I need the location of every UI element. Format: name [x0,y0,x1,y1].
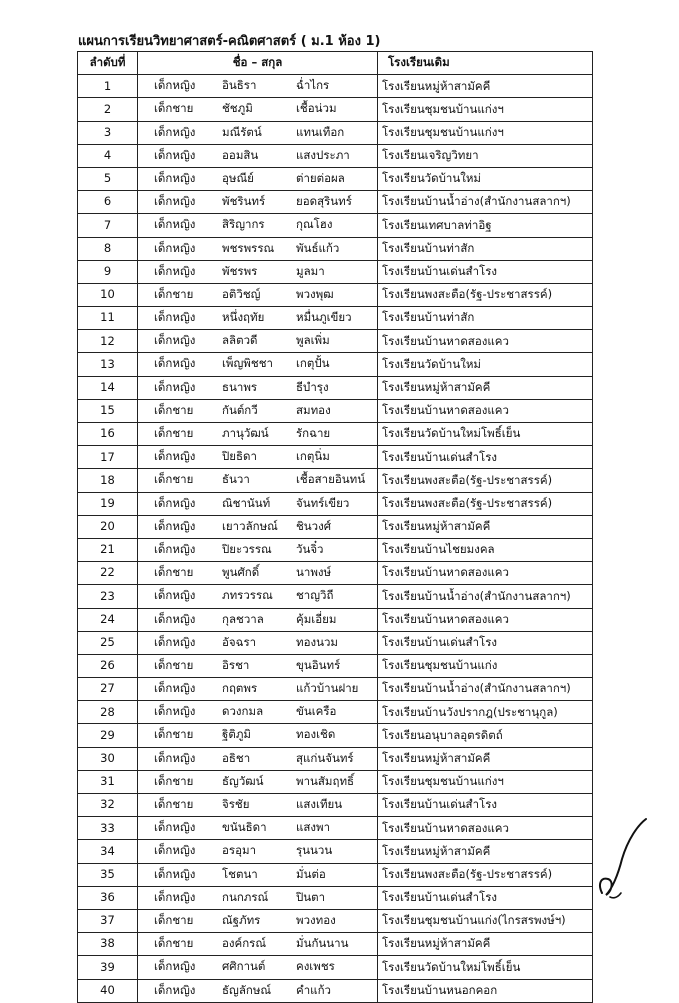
last-name: ขุนอินทร์ [296,657,341,672]
table-row [78,515,593,538]
previous-school: โรงเรียนวัดบ้านใหม่ [378,167,593,190]
last-name: คงเพชร [296,959,335,974]
first-name: องค์กรณ์ [222,936,267,951]
name-prefix: เด็กหญิง [154,518,196,533]
table-row [78,678,593,701]
last-name: พันธ์แก้ว [296,240,340,255]
name-prefix: เด็กหญิง [154,263,196,278]
row-number: 29 [78,724,138,747]
previous-school: โรงเรียนหมู่ห้าสามัคคี [378,933,593,956]
table-row [78,492,593,515]
name-prefix: เด็กหญิง [154,889,196,904]
name-prefix: เด็กชาย [154,402,194,417]
name-prefix: เด็กหญิง [154,982,196,997]
first-name: ปิยะวรรณ [222,541,272,556]
row-number: 21 [78,538,138,561]
previous-school: โรงเรียนหมู่ห้าสามัคคี [378,376,593,399]
first-name: โชตนา [222,866,258,881]
row-number: 20 [78,515,138,538]
last-name: แสงพา [296,820,331,835]
first-name: มณีรัตน์ [222,124,262,139]
table-row [78,121,593,144]
student-name-cell [138,98,378,121]
student-name-cell [138,678,378,701]
last-name: หมื่นภูเขียว [296,310,352,325]
table-row [78,979,593,1002]
first-name: อิรชา [222,657,250,672]
table-row [78,75,593,98]
row-number: 5 [78,167,138,190]
student-name-cell [138,794,378,817]
first-name: อัจฉรา [222,634,257,649]
previous-school: โรงเรียนบ้านเด่นสำโรง [378,446,593,469]
last-name: พวงทอง [296,912,336,927]
name-prefix: เด็กชาย [154,936,194,951]
name-prefix: เด็กหญิง [154,217,196,232]
student-name-cell [138,260,378,283]
student-name-cell [138,724,378,747]
row-number: 40 [78,979,138,1002]
first-name: กฤตพร [222,681,258,696]
student-name-cell [138,770,378,793]
row-number: 26 [78,654,138,677]
table-row [78,562,593,585]
student-name-cell [138,701,378,724]
name-prefix: เด็กหญิง [154,310,196,325]
last-name: พวงพุฒ [296,286,334,301]
previous-school: โรงเรียนบ้านท่าสัก [378,307,593,330]
student-name-cell [138,191,378,214]
last-name: รักฉาย [296,426,331,440]
table-row [78,538,593,561]
name-prefix: เด็กชาย [154,912,194,927]
table-row [78,144,593,167]
previous-school: โรงเรียนหมู่ห้าสามัคคี [378,75,593,98]
name-prefix: เด็กหญิง [154,704,196,719]
table-row [78,446,593,469]
row-number: 28 [78,701,138,724]
first-name: ปิยธิดา [222,449,257,464]
first-name: ภทรวรรณ [222,588,273,603]
previous-school: โรงเรียนบ้านน้ำอ่าง(สำนักงานสลากฯ) [378,191,593,214]
previous-school: โรงเรียนชุมชนบ้านแก่ง [378,654,593,677]
last-name: พูลเพิ่ม [296,333,330,348]
row-number: 4 [78,144,138,167]
student-name-cell [138,399,378,422]
previous-school: โรงเรียนชุมชนบ้านแก่งฯ [378,98,593,121]
table-row [78,909,593,932]
row-number: 15 [78,399,138,422]
row-number: 13 [78,353,138,376]
previous-school: โรงเรียนชุมชนบ้านแก่งฯ [378,121,593,144]
row-number: 25 [78,631,138,654]
first-name: ภานุวัฒน์ [222,426,269,440]
name-prefix: เด็กหญิง [154,240,196,255]
previous-school: โรงเรียนพงสะตือ(รัฐ-ประชาสรรค์) [378,469,593,492]
previous-school: โรงเรียนหมู่ห้าสามัคคี [378,515,593,538]
student-name-cell [138,538,378,561]
table-row [78,98,593,121]
first-name: พูนศักดิ์ [222,565,260,580]
row-number: 7 [78,214,138,237]
first-name: ศศิกานต์ [222,959,266,974]
table-row [78,585,593,608]
first-name: หนึ่งฤทัย [222,310,265,325]
last-name: พานสัมฤทธิ์ [296,773,355,788]
previous-school: โรงเรียนหมู่ห้าสามัคคี [378,747,593,770]
name-prefix: เด็กหญิง [154,124,196,139]
table-row [78,608,593,631]
last-name: ทองนวม [296,634,339,649]
table-row [78,353,593,376]
student-name-cell [138,747,378,770]
student-name-cell [138,307,378,330]
last-name: ฉ่ำไกร [296,78,330,93]
row-number: 17 [78,446,138,469]
first-name: ดวงกมล [222,704,264,719]
student-name-cell [138,933,378,956]
student-name-cell [138,979,378,1002]
student-name-cell [138,492,378,515]
name-prefix: เด็กชาย [154,797,194,811]
last-name: กุณโฮง [296,217,333,232]
row-number: 16 [78,423,138,446]
name-prefix: เด็กหญิง [154,866,196,881]
previous-school: โรงเรียนบ้านหาดสองแคว [378,562,593,585]
row-number: 19 [78,492,138,515]
last-name: ยอดสุรินทร์ [296,194,352,209]
first-name: ฐิติภูมิ [222,727,251,742]
first-name: ชัชภูมิ [222,101,253,116]
student-name-cell [138,886,378,909]
row-number: 32 [78,794,138,817]
name-prefix: เด็กชาย [154,286,194,301]
previous-school: โรงเรียนบ้านเด่นสำโรง [378,631,593,654]
previous-school: โรงเรียนบ้านท่าสัก [378,237,593,260]
first-name: อติวิชญ์ [222,286,261,301]
name-prefix: เด็กหญิง [154,820,196,835]
table-row [78,933,593,956]
last-name: ธีบำรุง [296,379,329,394]
last-name: นาพงษ์ [296,565,332,580]
first-name: ขนันธิดา [222,820,267,835]
previous-school: โรงเรียนชุมชนบ้านแก่ง(ไกรสรพงษ์ฯ) [378,909,593,932]
first-name: ธัญวัฒน์ [222,773,264,788]
first-name: กันต์กวี [222,402,258,417]
table-row [78,330,593,353]
row-number: 38 [78,933,138,956]
last-name: ขันเครือ [296,704,337,719]
row-number: 8 [78,237,138,260]
table-body [78,75,593,1003]
first-name: อธิชา [222,750,251,765]
table-row [78,191,593,214]
last-name: แสงประภา [296,147,350,162]
first-name: อินธิรา [222,78,257,93]
row-number: 31 [78,770,138,793]
student-name-cell [138,330,378,353]
row-number: 9 [78,260,138,283]
table-row [78,307,593,330]
table-row [78,701,593,724]
row-number: 34 [78,840,138,863]
student-name-cell [138,423,378,446]
row-number: 23 [78,585,138,608]
last-name: สมทอง [296,402,331,417]
first-name: จิรชัย [222,797,250,811]
table-row [78,631,593,654]
name-prefix: เด็กชาย [154,773,194,788]
first-name: ธัญลักษณ์ [222,982,272,997]
table-row [78,283,593,306]
student-name-cell [138,376,378,399]
row-number: 11 [78,307,138,330]
table-row [78,260,593,283]
student-roster-table [77,51,593,1003]
first-name: พัชรพร [222,263,258,278]
last-name: สุแก่นจันทร์ [296,750,354,765]
last-name: เกตุปั้น [296,356,330,371]
name-prefix: เด็กหญิง [154,78,196,93]
student-name-cell [138,167,378,190]
table-row [78,654,593,677]
student-name-cell [138,144,378,167]
row-number: 33 [78,817,138,840]
previous-school: โรงเรียนวัดบ้านใหม่โพธิ์เย็น [378,956,593,979]
row-number: 27 [78,678,138,701]
table-row [78,956,593,979]
last-name: แสงเทียน [296,797,343,811]
student-name-cell [138,840,378,863]
last-name: คุ้มเอี่ยม [296,611,337,626]
first-name: อุษณีย์ [222,170,254,185]
row-number: 2 [78,98,138,121]
last-name: เชื้อน่วม [296,101,337,116]
student-name-cell [138,631,378,654]
name-prefix: เด็กหญิง [154,681,196,696]
student-name-cell [138,446,378,469]
table-row [78,770,593,793]
student-name-cell [138,214,378,237]
name-prefix: เด็กหญิง [154,611,196,626]
name-prefix: เด็กหญิง [154,356,196,371]
row-number: 1 [78,75,138,98]
previous-school: โรงเรียนวัดบ้านใหม่โพธิ์เย็น [378,423,593,446]
last-name: คำแก้ว [296,982,331,997]
name-prefix: เด็กชาย [154,426,194,440]
previous-school: โรงเรียนบ้านหาดสองแคว [378,608,593,631]
student-name-cell [138,353,378,376]
name-prefix: เด็กหญิง [154,379,196,394]
first-name: ธนาพร [222,379,258,394]
table-row [78,863,593,886]
previous-school: โรงเรียนพงสะตือ(รัฐ-ประชาสรรค์) [378,863,593,886]
student-name-cell [138,817,378,840]
first-name: อรอุมา [222,843,257,858]
previous-school: โรงเรียนบ้านเด่นสำโรง [378,260,593,283]
last-name: แทนเทือก [296,124,345,139]
previous-school: โรงเรียนบ้านหนอกคอก [378,979,593,1002]
last-name: มั่นกันนาน [296,936,349,951]
name-prefix: เด็กชาย [154,101,194,116]
last-name: เกตุนิ่ม [296,449,330,464]
table-row [78,214,593,237]
row-number: 12 [78,330,138,353]
student-name-cell [138,562,378,585]
header-name: ชื่อ – สกุล [138,52,378,75]
name-prefix: เด็กหญิง [154,147,196,162]
previous-school: โรงเรียนบ้านน้ำอ่าง(สำนักงานสลากฯ) [378,585,593,608]
table-row [78,886,593,909]
row-number: 10 [78,283,138,306]
table-row [78,840,593,863]
first-name: พัชรินทร์ [222,194,266,209]
student-name-cell [138,237,378,260]
name-prefix: เด็กชาย [154,472,194,487]
last-name: ชินวงศ์ [296,518,332,533]
previous-school: โรงเรียนบ้านหาดสองแคว [378,817,593,840]
first-name: ณิชานันท์ [222,495,271,510]
student-name-cell [138,283,378,306]
name-prefix: เด็กหญิง [154,170,196,185]
name-prefix: เด็กหญิง [154,588,196,603]
table-row [78,469,593,492]
row-number: 3 [78,121,138,144]
previous-school: โรงเรียนบ้านเด่นสำโรง [378,794,593,817]
student-name-cell [138,515,378,538]
table-row [78,423,593,446]
table-row [78,794,593,817]
last-name: ชาญวิถี [296,588,334,603]
table-row [78,376,593,399]
last-name: ปินตา [296,889,326,904]
table-row [78,237,593,260]
last-name: รุนนวน [296,843,333,858]
table-row [78,817,593,840]
previous-school: โรงเรียนอนุบาลอุตรดิตถ์ [378,724,593,747]
page-title: แผนการเรียนวิทยาศาสตร์-คณิตศาสตร์ ( ม.1 ห้อง 1) [78,34,381,49]
student-name-cell [138,909,378,932]
row-number: 22 [78,562,138,585]
previous-school: โรงเรียนชุมชนบ้านแก่งฯ [378,770,593,793]
handwritten-signature [588,815,658,910]
previous-school: โรงเรียนบ้านเด่นสำโรง [378,886,593,909]
last-name: แก้วบ้านฝาย [296,681,359,696]
first-name: กุลชวาล [222,611,264,626]
first-name: พชรพรรณ [222,240,275,255]
last-name: มั่นต่อ [296,866,326,881]
table-row [78,167,593,190]
row-number: 14 [78,376,138,399]
name-prefix: เด็กหญิง [154,333,196,348]
name-prefix: เด็กหญิง [154,194,196,209]
last-name: ต่ายต่อผล [296,170,345,185]
student-name-cell [138,585,378,608]
previous-school: โรงเรียนเทศบาลท่าอิฐ [378,214,593,237]
row-number: 18 [78,469,138,492]
table-row [78,747,593,770]
row-number: 37 [78,909,138,932]
student-name-cell [138,654,378,677]
student-name-cell [138,469,378,492]
name-prefix: เด็กหญิง [154,843,196,858]
student-name-cell [138,863,378,886]
student-name-cell [138,121,378,144]
previous-school: โรงเรียนเจริญวิทยา [378,144,593,167]
name-prefix: เด็กหญิง [154,541,196,556]
name-prefix: เด็กชาย [154,565,194,580]
header-school: โรงเรียนเดิม [378,52,593,75]
table-row [78,724,593,747]
previous-school: โรงเรียนบ้านหาดสองแคว [378,330,593,353]
last-name: มูลมา [296,263,325,278]
last-name: วันจิ๋ว [296,541,324,556]
previous-school: โรงเรียนพงสะตือ(รัฐ-ประชาสรรค์) [378,283,593,306]
row-number: 35 [78,863,138,886]
previous-school: โรงเรียนวัดบ้านใหม่ [378,353,593,376]
name-prefix: เด็กหญิง [154,750,196,765]
row-number: 39 [78,956,138,979]
previous-school: โรงเรียนบ้านน้ำอ่าง(สำนักงานสลากฯ) [378,678,593,701]
row-number: 36 [78,886,138,909]
last-name: ทองเชิด [296,727,336,742]
table-row [78,399,593,422]
previous-school: โรงเรียนหมู่ห้าสามัคคี [378,840,593,863]
row-number: 30 [78,747,138,770]
last-name: จันทร์เขียว [296,495,350,510]
first-name: ออมสิน [222,147,259,162]
header-no: ลำดับที่ [78,52,138,75]
last-name: เชื้อสายอินทน์ [296,472,366,487]
name-prefix: เด็กหญิง [154,634,196,649]
name-prefix: เด็กชาย [154,657,194,672]
first-name: ณัฐภัทร [222,912,261,927]
row-number: 24 [78,608,138,631]
previous-school: โรงเรียนบ้านหาดสองแคว [378,399,593,422]
first-name: สิริญากร [222,217,265,232]
first-name: ลลิตวดี [222,333,258,348]
previous-school: โรงเรียนบ้านไชยมงคล [378,538,593,561]
name-prefix: เด็กหญิง [154,449,196,464]
name-prefix: เด็กชาย [154,727,194,742]
first-name: เพ็ญพิชชา [222,356,273,371]
previous-school: โรงเรียนพงสะตือ(รัฐ-ประชาสรรค์) [378,492,593,515]
first-name: ธันวา [222,472,250,487]
previous-school: โรงเรียนบ้านวังปรากฎ(ประชานุกูล) [378,701,593,724]
first-name: เยาวลักษณ์ [222,518,278,533]
student-name-cell [138,608,378,631]
name-prefix: เด็กหญิง [154,959,196,974]
row-number: 6 [78,191,138,214]
student-name-cell [138,75,378,98]
name-prefix: เด็กหญิง [154,495,196,510]
student-name-cell [138,956,378,979]
table-header-row [78,52,593,75]
first-name: กนกภรณ์ [222,889,269,904]
